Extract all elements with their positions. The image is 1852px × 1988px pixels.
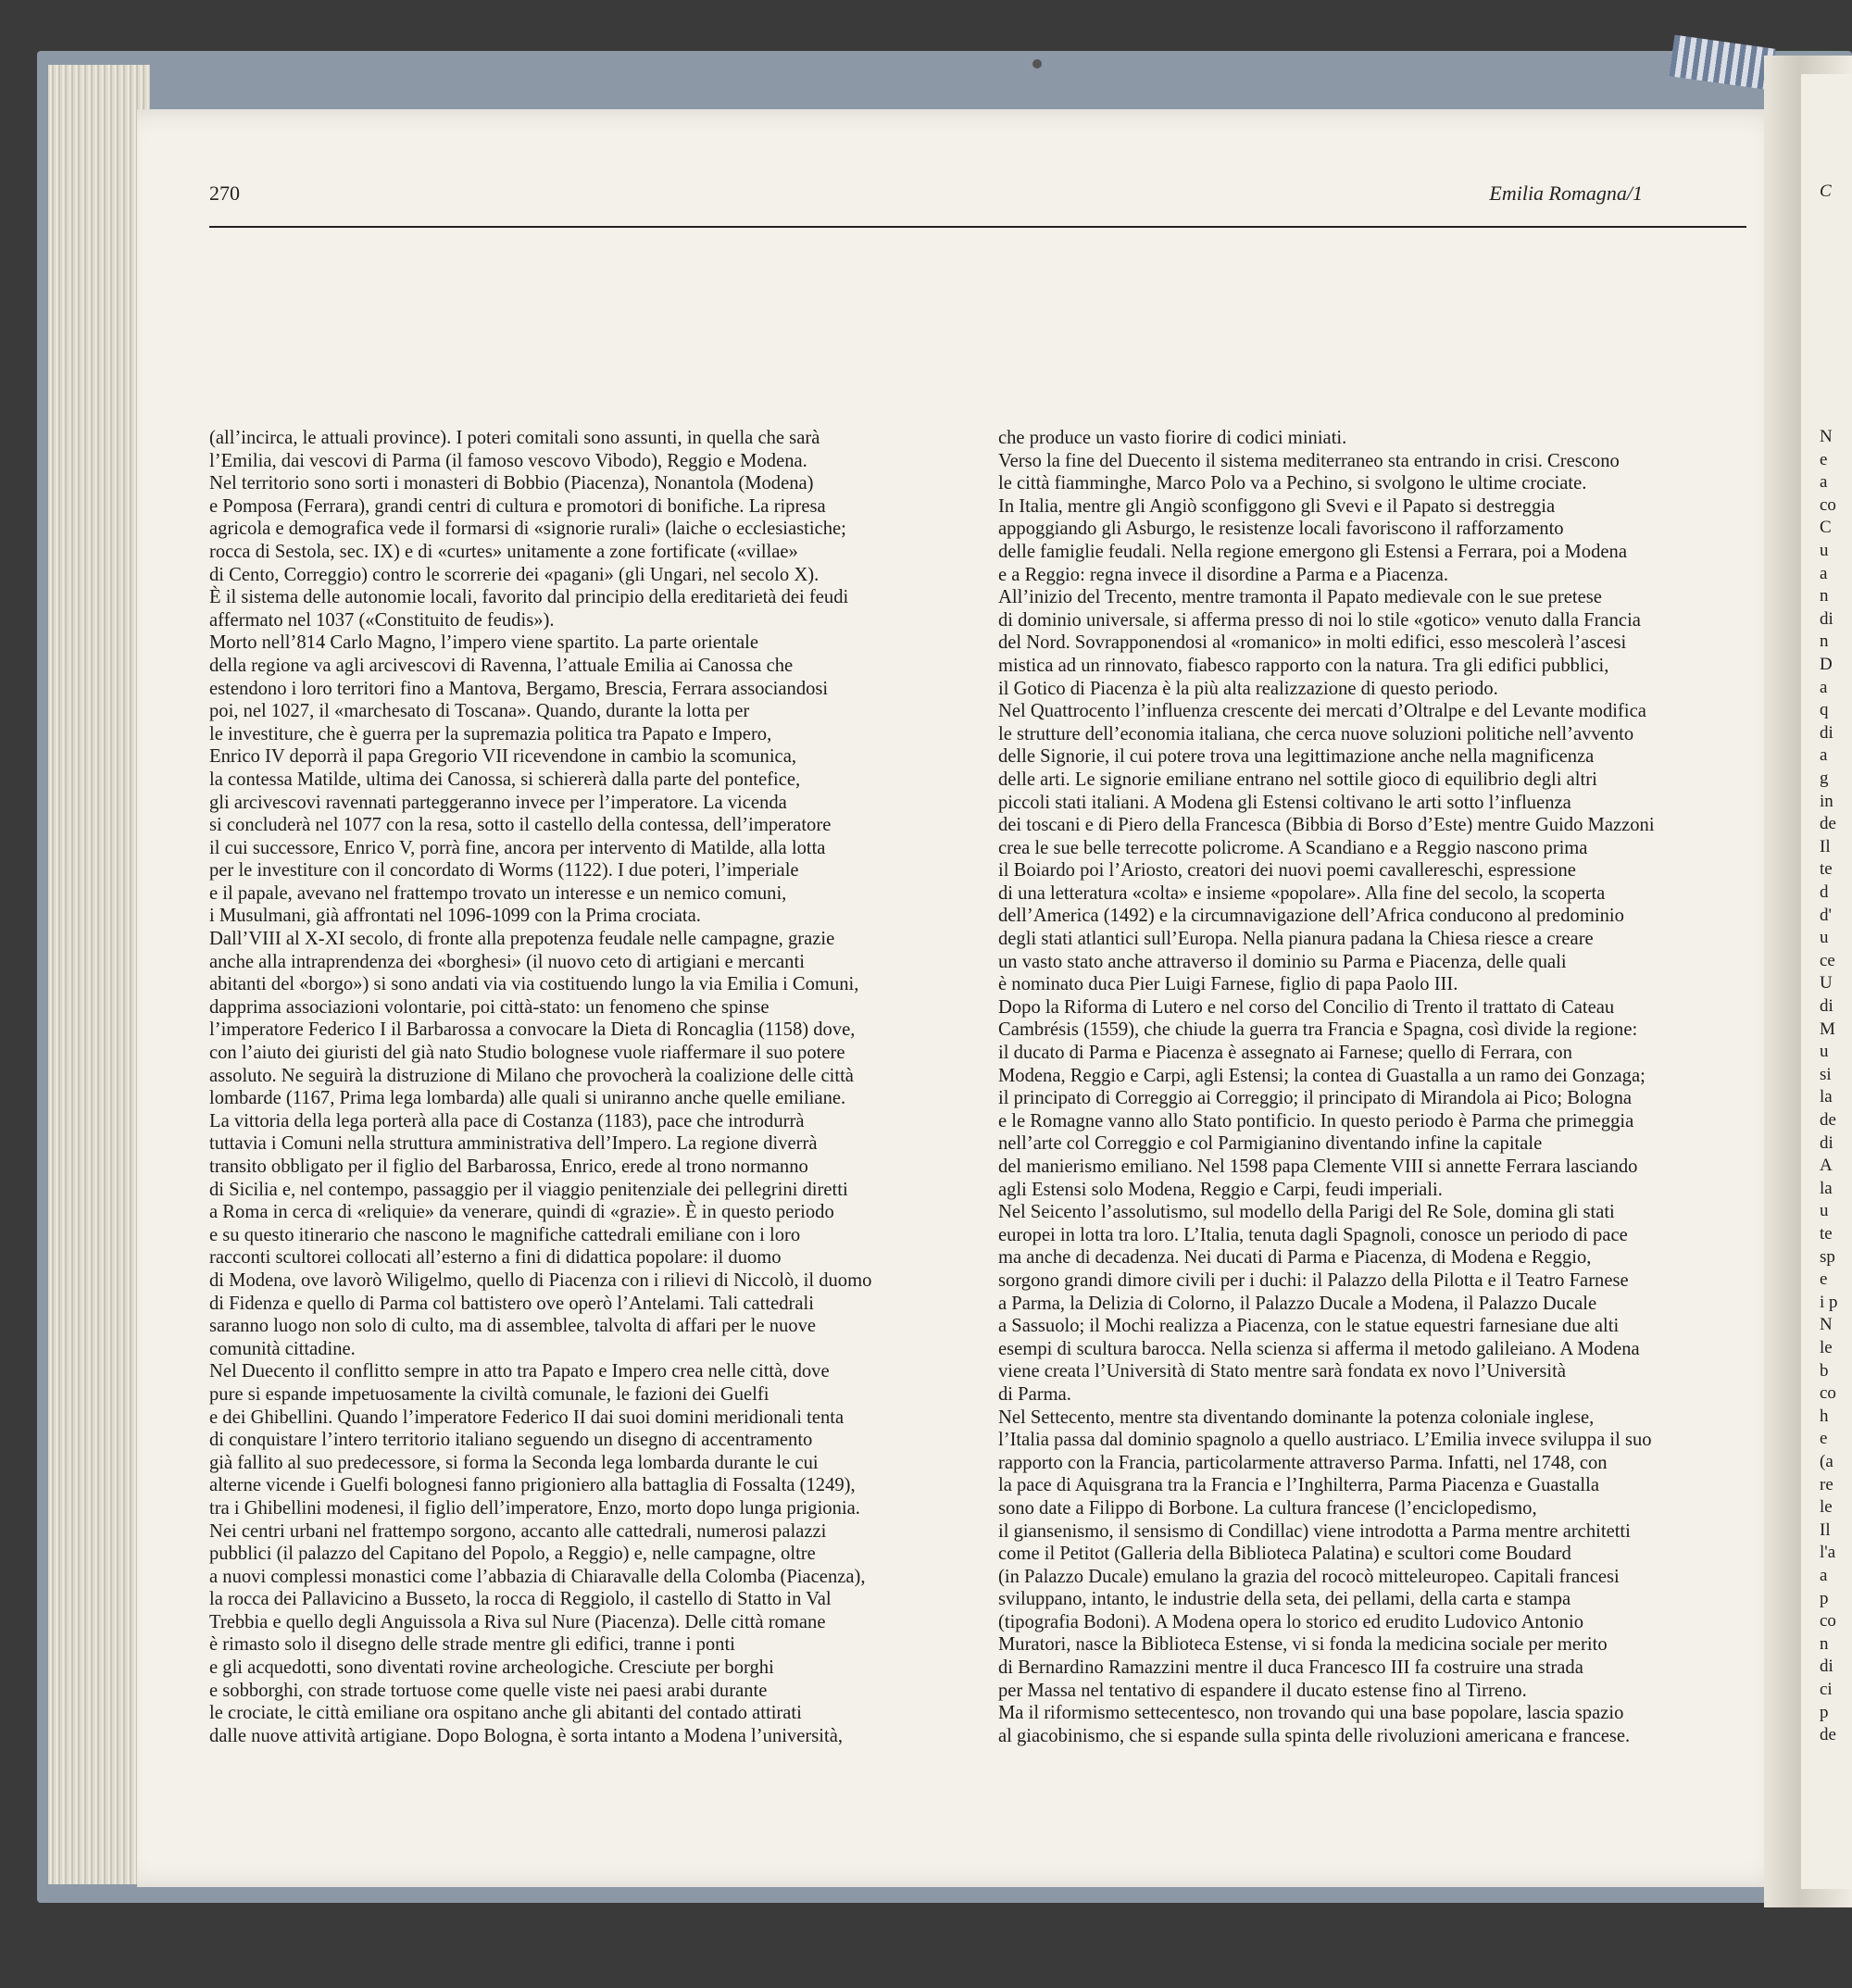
text-line: e il papale, avevano nel frattempo trovato un interesse e un nemico comuni, [209, 882, 787, 904]
next-page-line-fragment: le [1820, 1497, 1833, 1518]
text-line: a Sassuolo; il Mochi realizza a Piacenza, con le statue equestri farnesiane due alti [998, 1316, 1620, 1337]
next-page-line-fragment: e [1820, 1429, 1828, 1449]
next-page-line-fragment: A [1820, 1156, 1833, 1176]
next-page-line-fragment: n [1820, 1633, 1829, 1654]
next-page-line-fragment: N [1820, 1315, 1833, 1335]
text-line: Verso la fine del Duecento il sistema mediterraneo sta entrando in crisi. Crescono [998, 450, 1620, 471]
text-line: piccoli stati italiani. A Modena gli Estensi coltivano le arti sotto l’influenza [998, 792, 1571, 813]
next-page-line-fragment: a [1820, 745, 1828, 766]
text-line: crea le sue belle terrecotte policrome. A Scandiano e a Reggio nascono prima [998, 837, 1588, 858]
text-line: Morto nell’814 Carlo Magno, l’impero viene spartito. La parte orientale [209, 632, 759, 654]
text-line: pure si espande impetuosamente la civiltà comunale, le fazioni dei Guelfi [209, 1383, 770, 1405]
text-line: In Italia, mentre gli Angiò sconfiggono gli Svevi e il Papato si destreggia [998, 495, 1556, 517]
text-line: a nuovi complessi monastici come l’abbazia di Chiaravalle della Colomba (Piacenza), [209, 1566, 866, 1587]
text-line: e Pomposa (Ferrara), grandi centri di cultura e promotori di bonifiche. La ripresa [209, 495, 826, 517]
text-line: il giansenismo, il sensismo di Condillac) viene introdotta a Parma mentre architetti [998, 1520, 1631, 1542]
text-line: a Roma in cerca di «reliquie» da venerare, quindi di «grazie». È in questo periodo [209, 1202, 834, 1223]
next-page-line-fragment: M [1820, 1019, 1835, 1039]
text-line: la rocca dei Pallavicino a Busseto, la rocca di Reggiolo, il castello di Statto in Val [209, 1589, 832, 1610]
text-line: tra i Ghibellini modenesi, il figlio dell’imperatore, Enzo, morto dopo lunga prigionia. [209, 1497, 860, 1519]
next-page-line-fragment: si [1820, 1064, 1832, 1084]
text-line: È il sistema delle autonomie locali, favorito dal principio della ereditarietà dei feudi [209, 587, 849, 608]
text-line: saranno luogo non solo di culto, ma di assemblee, talvolta di affari per le nuove [209, 1316, 817, 1337]
text-line: Dall’VIII al X-XI secolo, di fronte alla prepotenza feudale nelle campagne, grazie [209, 929, 835, 950]
text-line: sviluppano, intanto, le industrie della seta, dei pellami, della carta e stampa [998, 1589, 1571, 1610]
text-line: Trebbia e quello degli Anguissola a Riva sul Nure (Piacenza). Delle città romane [209, 1611, 826, 1632]
text-line: e sobborghi, con strade tortuose come quelle viste nei paesi arabi durante [209, 1680, 768, 1701]
next-page-line-fragment: a [1820, 472, 1828, 493]
binding-rivet [1032, 59, 1042, 69]
text-line: (tipografia Bodoni). A Modena opera lo storico ed erudito Ludovico Antonio [998, 1611, 1583, 1632]
section-title: Emilia Romagna/1 [1489, 181, 1643, 205]
text-line: delle arti. Le signorie emiliane entrano nel sottile gioco di equilibrio degli altri [998, 769, 1597, 790]
text-line: l’Emilia, dai vescovi di Parma (il famoso vescovo Vibodo), Reggio e Modena. [209, 450, 807, 471]
text-line: viene creata l’Università di Stato mentre sarà fondata ex novo l’Università [998, 1361, 1567, 1382]
next-page-line-fragment: l'a [1820, 1543, 1836, 1563]
next-page-line-fragment: a [1820, 563, 1828, 583]
next-page-line-fragment: u [1820, 1042, 1829, 1062]
next-page-line-fragment: Il [1820, 836, 1831, 856]
text-line: comunità cittadine. [209, 1338, 356, 1359]
text-line: il principato di Correggio ai Correggio; il principato di Mirandola ai Pico; Bologna [998, 1088, 1633, 1109]
text-line: Muratori, nasce la Biblioteca Estense, vi si fonda la medicina sociale per merito [998, 1634, 1608, 1656]
text-line: il Gotico di Piacenza è la più alta realizzazione di questo periodo. [998, 678, 1498, 699]
text-line: rocca di Sestola, sec. IX) e di «curtes» unitamente a zone fortificate («villae» [209, 541, 798, 562]
text-line: abitanti del «borgo») si sono andati via via costituendo lungo la via Emilia i Comuni, [209, 974, 859, 995]
text-line: il cui successore, Enrico V, porrà fine, ancora per intervento di Matilde, alla lotta [209, 837, 826, 858]
text-line: rapporto con la Francia, particolarmente attraverso Parma. Infatti, nel 1748, con [998, 1452, 1608, 1473]
text-line: agli Estensi solo Modena, Reggio e Carpi, feudi imperiali. [998, 1179, 1443, 1200]
text-line: del manierismo emiliano. Nel 1598 papa Clemente VIII si annette Ferrara lasciando [998, 1157, 1638, 1177]
text-line: è nominato duca Pier Luigi Farnese, figlio di papa Paolo III. [998, 974, 1458, 995]
next-page-line-fragment: e [1820, 1269, 1828, 1290]
text-line: di Fidenza e quello di Parma col battistero ove operò l’Antelami. Tali cattedrali [209, 1293, 814, 1314]
text-line: anche alla intraprendenza dei «borghesi» (il nuovo ceto di artigiani e mercanti [209, 951, 805, 972]
text-line: un vasto stato anche attraverso il dominio su Parma e Piacenza, delle quali [998, 951, 1567, 972]
text-line: di Parma. [998, 1383, 1071, 1405]
text-line: racconti scultorei collocati all’esterno a fini di didattica popolare: il duomo [209, 1247, 782, 1269]
next-page-line-fragment: di [1820, 608, 1833, 629]
text-line: le crociate, le città emiliane ora ospitano anche gli abitanti del contado attirati [209, 1703, 802, 1724]
text-line: Nel Duecento il conflitto sempre in atto tra Papato e Impero crea nelle città, dove [209, 1361, 830, 1382]
next-page-line-fragment: de [1820, 1725, 1836, 1745]
next-page-line-fragment: le [1820, 1338, 1833, 1357]
text-line: Nel territorio sono sorti i monasteri di Bobbio (Piacenza), Nonantola (Modena) [209, 473, 814, 494]
next-page-line-fragment: di [1820, 1132, 1833, 1153]
text-line: affermato nel 1037 («Constituito de feudis»). [209, 609, 555, 631]
text-line: il ducato di Parma e Piacenza è assegnato ai Farnese; quello di Ferrara, con [998, 1043, 1572, 1064]
text-line: e dei Ghibellini. Quando l’imperatore Federico II dai suoi domini meridionali tenta [209, 1407, 845, 1428]
next-page-line-fragment: co [1820, 1611, 1836, 1632]
next-page-line-fragment: la [1820, 1178, 1833, 1198]
next-page-line-fragment: D [1820, 655, 1833, 674]
text-line: Nel Settecento, mentre sta diventando dominante la potenza coloniale inglese, [998, 1407, 1595, 1428]
next-page-line-fragment: de [1820, 1110, 1836, 1130]
text-line: e a Reggio: regna invece il disordine a Parma e a Piacenza. [998, 564, 1449, 585]
next-page-line-fragment: u [1820, 928, 1829, 948]
text-line: che produce un vasto fiorire di codici miniati. [998, 428, 1347, 448]
text-line: delle famiglie feudali. Nella regione emergono gli Estensi a Ferrara, poi a Modena [998, 541, 1627, 562]
next-page-line-fragment: (a [1820, 1452, 1833, 1471]
text-line: i Musulmani, già affrontati nel 1096-1099 con la Prima crociata. [209, 906, 701, 927]
next-page-line-fragment: h [1820, 1406, 1829, 1426]
next-page-line-fragment: te [1820, 1224, 1833, 1244]
text-line: assoluto. Ne seguirà la distruzione di Milano che provocherà la coalizione delle città [209, 1065, 854, 1086]
header-rule [209, 226, 1746, 228]
text-line: degli stati atlantici sull’Europa. Nella pianura padana la Chiesa riesce a creare [998, 929, 1594, 950]
text-line: ma anche di decadenza. Nei ducati di Parma e Piacenza, di Modena e Reggio, [998, 1247, 1592, 1269]
text-line: di una letteratura «colta» e insieme «popolare». Alla fine del secolo, la scoperta [998, 882, 1606, 904]
text-line: (in Palazzo Ducale) emulano la grazia del rococò mitteleuropeo. Capitali francesi [998, 1566, 1620, 1587]
text-line: Nel Quattrocento l’influenza crescente dei mercati d’Oltralpe e del Levante modifica [998, 701, 1646, 722]
text-line: transito obbligato per il figlio del Barbarossa, Enrico, erede al trono normanno [209, 1157, 808, 1177]
next-page-line-fragment: te [1820, 859, 1833, 880]
next-page-header-fragment: C [1820, 181, 1832, 201]
text-line: Dopo la Riforma di Lutero e nel corso del Concilio di Trento il trattato di Cateau [998, 996, 1615, 1018]
text-line: delle Signorie, il cui potere trova una legittimazione anche nella magnificenza [998, 746, 1595, 768]
text-line: lombarde (1167, Prima lega lombarda) alle quali si uniranno anche quelle emiliane. [209, 1088, 846, 1109]
text-line: estendono i loro territori fino a Mantova, Bergamo, Brescia, Ferrara associandosi [209, 678, 829, 699]
text-line: Modena, Reggio e Carpi, agli Estensi; la contea di Guastalla a un ramo dei Gonzaga; [998, 1065, 1646, 1086]
text-line: esempi di scultura barocca. Nella scienza si afferma il metodo galileiano. A Modena [998, 1338, 1640, 1359]
text-line: poi, nel 1027, il «marchesato di Toscana». Quando, durante la lotta per [209, 701, 750, 722]
text-line: dei toscani e di Piero della Francesca (Bibbia di Borso d’Este) mentre Guido Mazzoni [998, 815, 1655, 836]
text-line: le strutture dell’economia italiana, che cerca nuove soluzioni politiche nell’avvento [998, 723, 1634, 744]
next-page-edge [1801, 74, 1852, 1889]
next-page-line-fragment: q [1820, 700, 1829, 720]
text-line: pubblici (il palazzo del Capitano del Popolo, a Reggio) e, nelle campagne, oltre [209, 1544, 816, 1565]
text-line: per Massa nel tentativo di espandere il ducato estense fino al Tirreno. [998, 1680, 1527, 1701]
text-line: dalle nuove attività artigiane. Dopo Bologna, è sorta intanto a Modena l’università, [209, 1725, 843, 1746]
text-line: nell’arte col Correggio e col Parmigianino diventando infine la capitale [998, 1133, 1543, 1155]
text-line: come il Petitot (Galleria della Biblioteca Palatina) e scultori come Boudard [998, 1544, 1571, 1565]
next-page-line-fragment: p [1820, 1588, 1829, 1608]
text-line: di dominio universale, si afferma presso di noi lo stile «gotico» venuto dalla Francia [998, 609, 1641, 631]
text-line: Cambrésis (1559), che chiude la guerra tra Francia e Spagna, così divide la regione: [998, 1019, 1638, 1041]
text-line: sono date a Filippo di Borbone. La cultura francese (l’enciclopedismo, [998, 1497, 1537, 1519]
next-page-line-fragment: u [1820, 1201, 1829, 1221]
next-page-line-fragment: co [1820, 494, 1836, 515]
next-page-line-fragment: a [1820, 1566, 1828, 1585]
text-line: a Parma, la Delizia di Colorno, il Palazzo Ducale a Modena, il Palazzo Ducale [998, 1293, 1597, 1314]
text-line: già fallito al suo predecessore, si forma la Seconda lega lombarda durante le cui [209, 1452, 819, 1473]
text-line: di Modena, ove lavorò Wiligelmo, quello di Piacenza con i rilievi di Niccolò, il duomo [209, 1269, 872, 1291]
text-line: di Bernardino Ramazzini mentre il duca Francesco III fa costruire una strada [998, 1657, 1583, 1679]
next-page-line-fragment: a [1820, 677, 1828, 697]
next-page-line-fragment: di [1820, 1657, 1833, 1677]
text-line: l’Italia passa dal dominio spagnolo a quello austriaco. L’Emilia invece sviluppa il suo [998, 1430, 1652, 1451]
next-page-line-fragment: d' [1820, 905, 1832, 925]
text-line: Ma il riformismo settecentesco, non trovando qui una base popolare, lascia spazio [998, 1703, 1624, 1724]
text-line: Nei centri urbani nel frattempo sorgono, accanto alle cattedrali, numerosi palazzi [209, 1520, 827, 1542]
next-page-line-fragment: C [1820, 518, 1832, 538]
text-line: sorgono grandi dimore civili per i duchi: il Palazzo della Pilotta e il Teatro Farnese [998, 1269, 1629, 1291]
text-line: con l’aiuto dei giuristi del già nato Studio bolognese vuole riaffermare il suo potere [209, 1043, 845, 1064]
text-line: al giacobinismo, che si espande sulla spinta delle rivoluzioni americana e francese. [998, 1725, 1631, 1746]
text-line: per le investiture con il concordato di Worms (1122). I due poteri, l’imperiale [209, 860, 799, 881]
text-line: dell’America (1492) e la circumnavigazione dell’Africa conducono al predominio [998, 906, 1624, 927]
next-page-line-fragment: co [1820, 1383, 1836, 1404]
next-page-line-fragment: n [1820, 631, 1829, 652]
text-line: e su questo itinerario che nascono le magnifiche cattedrali emiliane con i loro [209, 1224, 801, 1245]
text-line: il Boiardo poi l’Ariosto, creatori dei nuovi poemi cavallereschi, espressione [998, 860, 1576, 881]
next-page-line-fragment: i p [1820, 1292, 1838, 1312]
next-page-line-fragment: e [1820, 449, 1828, 469]
text-line: le città fiamminghe, Marco Polo va a Pechino, si svolgono le ultime crociate. [998, 473, 1587, 494]
next-page-line-fragment: n [1820, 586, 1829, 606]
next-page-line-fragment: ce [1820, 950, 1835, 970]
text-line: la contessa Matilde, ultima dei Canossa, si schiererà dalla parte del pontefice, [209, 769, 801, 790]
next-page-line-fragment: di [1820, 722, 1833, 743]
next-page-line-fragment: in [1820, 791, 1833, 811]
text-line: appoggiando gli Asburgo, le resistenze locali favoriscono il rafforzamento [998, 519, 1564, 540]
text-line: europei in lotta tra loro. L’Italia, tenuta dagli Spagnoli, conosce un periodo di pace [998, 1224, 1628, 1245]
text-line: La vittoria della lega porterà alla pace di Costanza (1183), pace che introdurrà [209, 1110, 805, 1132]
text-line: e gli acquedotti, sono diventati rovine archeologiche. Cresciute per borghi [209, 1657, 774, 1679]
text-line: la pace di Aquisgrana tra la Francia e l’Inghilterra, Parma Piacenza e Guastalla [998, 1475, 1599, 1496]
next-page-line-fragment: ci [1820, 1680, 1833, 1699]
text-line: di Cento, Correggio) contro le scorrerie dei «pagani» (gli Ungari, nel secolo X). [209, 564, 820, 585]
next-page-line-fragment: sp [1820, 1246, 1835, 1267]
text-line: agricola e demografica vede il formarsi di «signorie rurali» (laiche o ecclesiastiche; [209, 519, 846, 540]
text-line: l’imperatore Federico I il Barbarossa a convocare la Dieta di Roncaglia (1158) dove, [209, 1019, 856, 1041]
text-line: è rimasto solo il disegno delle strade mentre gli edifici, tranne i ponti [209, 1634, 735, 1656]
next-page-line-fragment: N [1820, 427, 1833, 446]
text-line: Nel Seicento l’assolutismo, sul modello della Parigi del Re Sole, domina gli stati [998, 1202, 1615, 1223]
text-line: tuttavia i Comuni nella struttura amministrativa dell’Impero. La regione diverrà [209, 1133, 818, 1155]
text-line: di Sicilia e, nel contempo, passaggio per il viaggio penitenziale dei pellegrini diretti [209, 1179, 848, 1200]
page-edges [48, 65, 150, 1884]
text-line: si concluderà nel 1077 con la resa, sotto il castello della contessa, dell’imperatore [209, 815, 832, 836]
next-page-line-fragment: de [1820, 814, 1836, 834]
text-line: All’inizio del Trecento, mentre tramonta il Papato medievale con le sue pretese [998, 587, 1602, 608]
text-line: della regione va agli arcivescovi di Ravenna, l’attuale Emilia ai Canossa che [209, 655, 794, 676]
text-column-left [209, 427, 950, 1747]
text-line: mistica ad un rinnovato, fiabesco rapporto con la natura. Tra gli edifici pubblici, [998, 655, 1609, 676]
next-page-line-fragment: U [1820, 973, 1833, 994]
text-line: Enrico IV deporrà il papa Gregorio VII ricevendone in cambio la scomunica, [209, 746, 796, 768]
next-page-line-fragment: re [1820, 1474, 1833, 1494]
next-page-line-fragment: di [1820, 996, 1833, 1016]
next-page-line-fragment: b [1820, 1360, 1829, 1381]
text-column-right [998, 427, 1739, 1747]
text-line: alterne vicende i Guelfi bolognesi fanno prigioniero alla battaglia di Fossalta (1249), [209, 1475, 856, 1496]
text-line: dapprima associazioni volontarie, poi città-stato: un fenomeno che spinse [209, 996, 770, 1018]
next-page-line-fragment: g [1820, 769, 1829, 788]
text-line: (all’incirca, le attuali province). I poteri comitali sono assunti, in quella che sarà [209, 428, 820, 448]
text-line: le investiture, che è guerra per la supremazia politica tra Papato e Impero, [209, 723, 772, 744]
next-page-line-fragment: u [1820, 541, 1829, 560]
next-page-line-fragment: la [1820, 1087, 1833, 1107]
next-page-line-fragment: Il [1820, 1519, 1831, 1540]
text-line: del Nord. Sovrapponendosi al «romanico» in molti edifici, esso mescolerà l’ascesi [998, 632, 1627, 654]
page-number: 270 [209, 181, 240, 205]
text-line: gli arcivescovi ravennati parteggeranno invece per l’imperatore. La vicenda [209, 792, 787, 813]
next-page-line-fragment: d [1820, 882, 1829, 902]
text-line: e le Romagne vanno allo Stato pontificio. In questo periodo è Parma che primeggia [998, 1110, 1634, 1132]
text-line: di conquistare l’intero territorio italiano seguendo un disegno di accentramento [209, 1430, 813, 1451]
next-page-line-fragment: p [1820, 1702, 1829, 1722]
